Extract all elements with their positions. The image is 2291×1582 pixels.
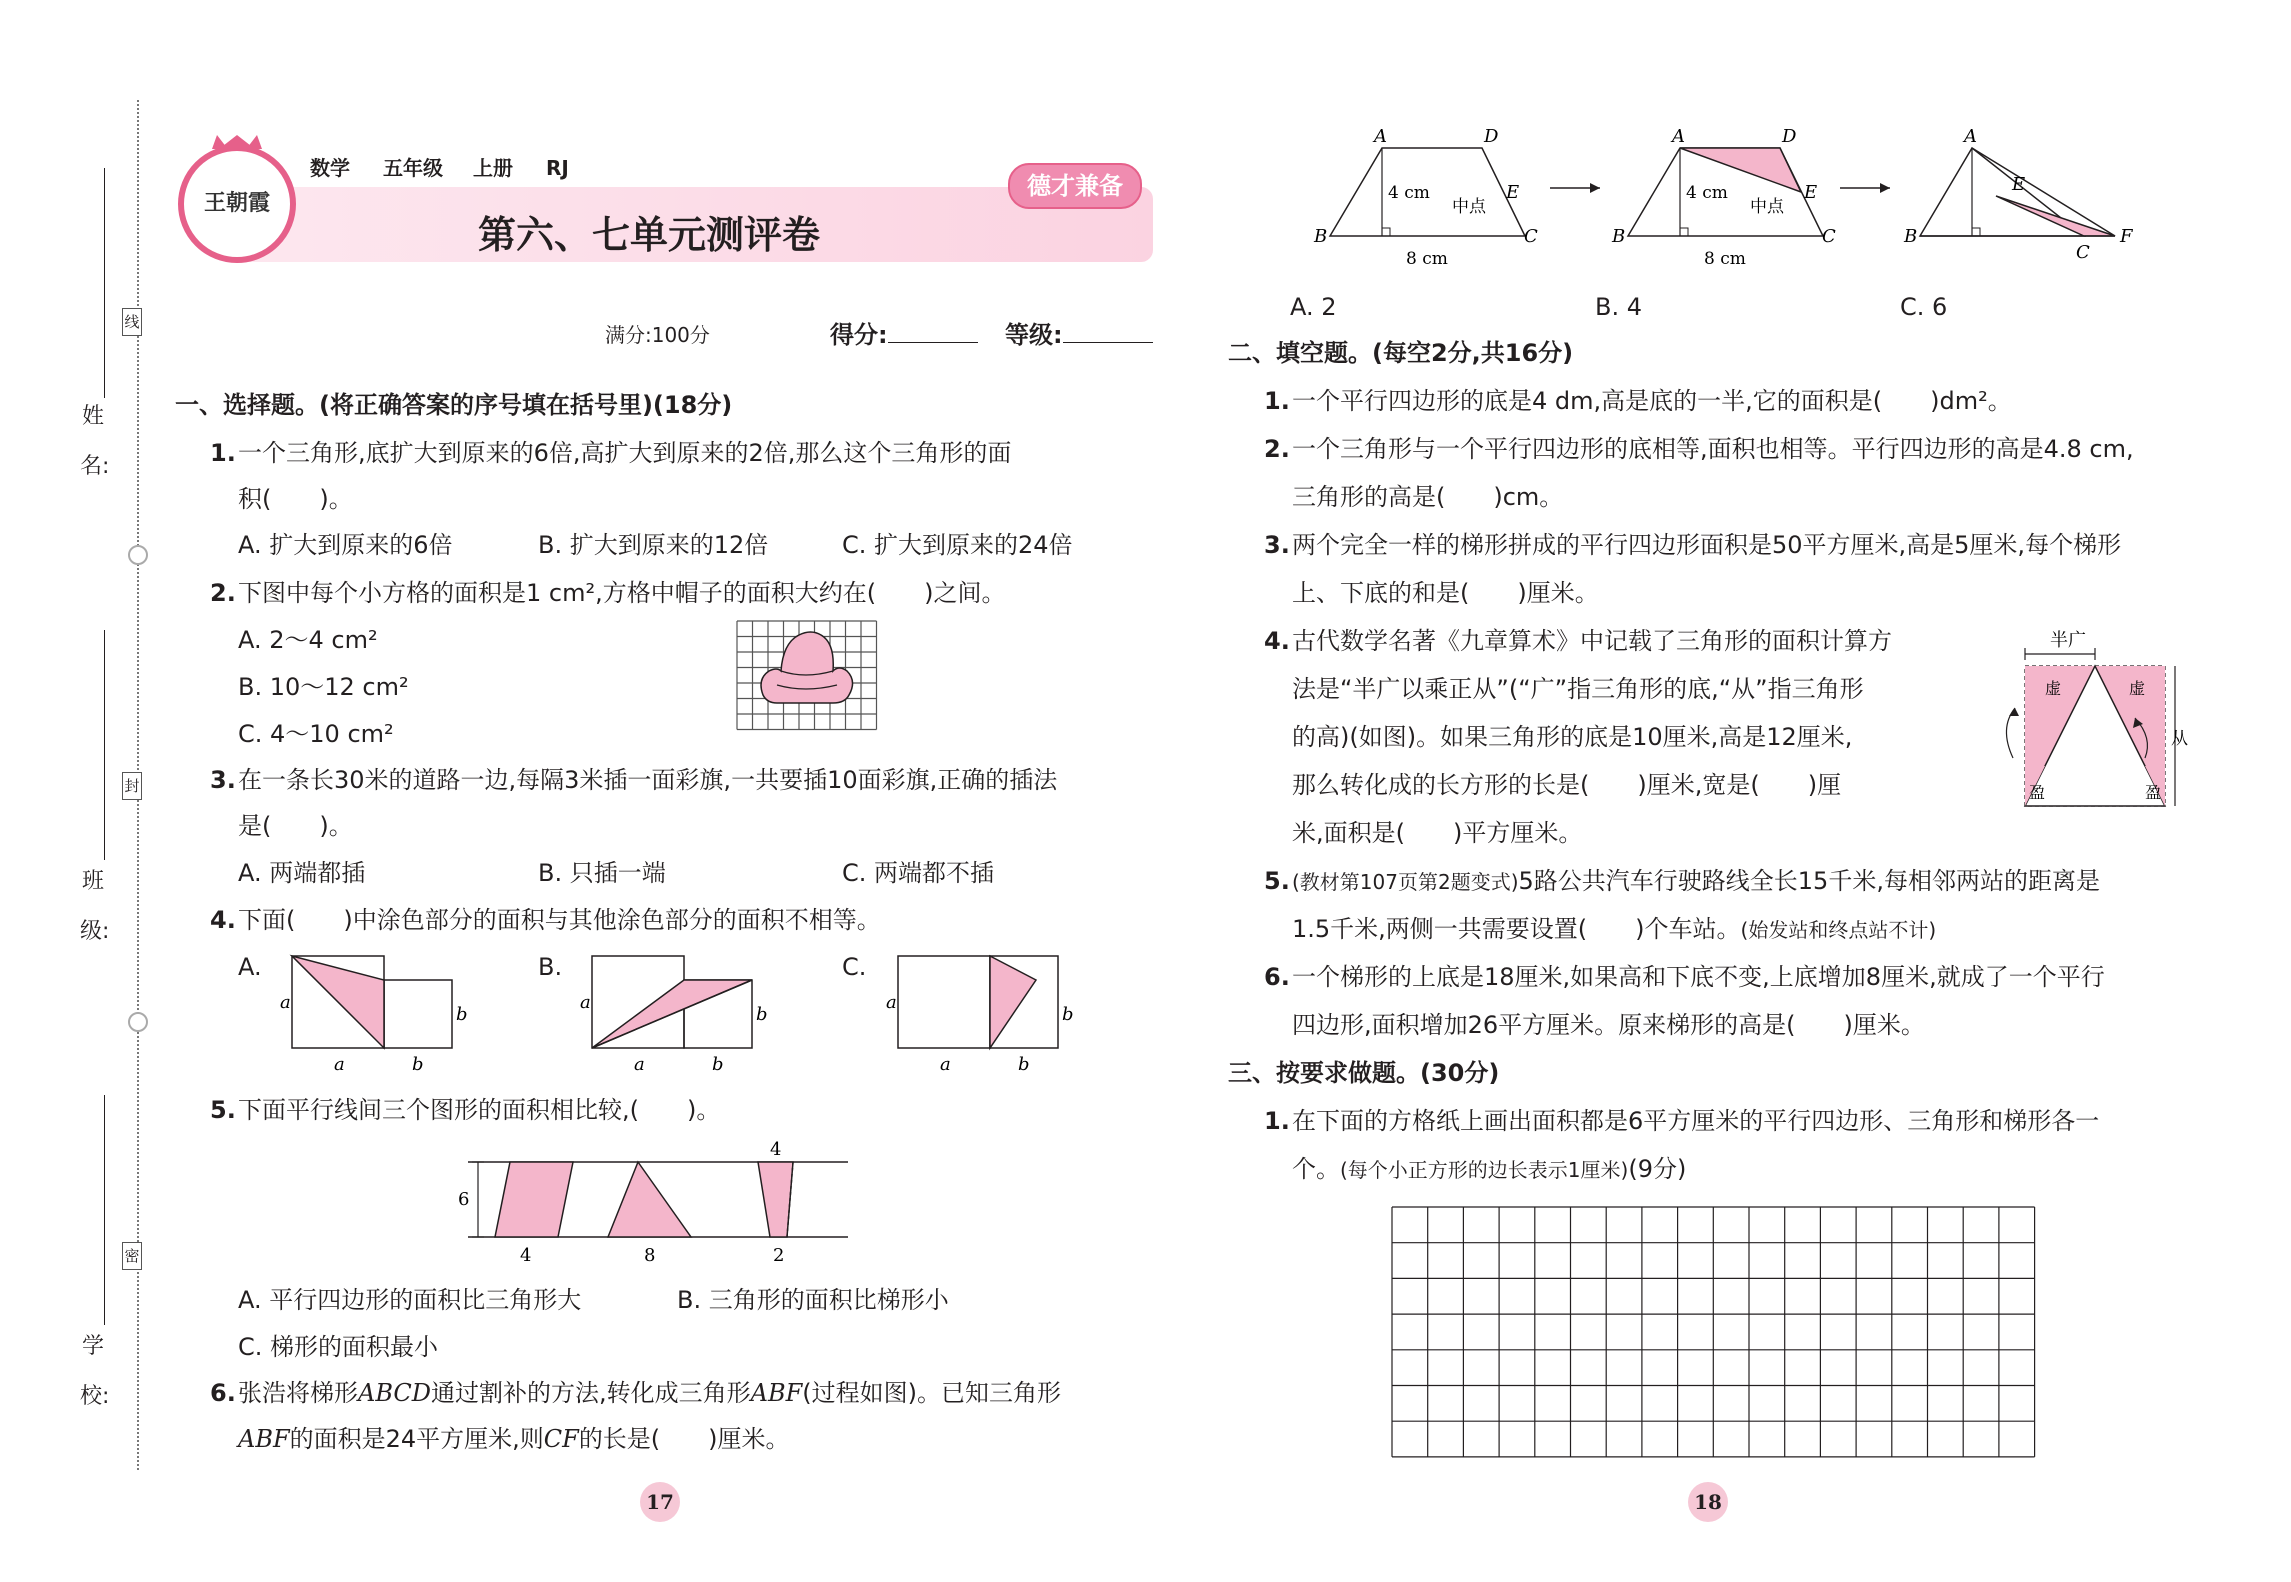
svg-text:半广: 半广 [2050, 630, 2086, 651]
q4-text: 下面( )中涂色部分的面积与其他涂色部分的面积不相等。 [238, 906, 881, 934]
page-number-right: 18 [1688, 1482, 1728, 1522]
shaded-triangle-c [990, 956, 1036, 1048]
binding-strip [60, 100, 150, 1470]
base-label-2: 8 [644, 1245, 656, 1266]
q6-option-b[interactable]: B. 4 [1595, 293, 1642, 321]
section1-title: 一、选择题。(将正确答案的序号填在括号里)(18分) [175, 391, 733, 419]
svg-text:D: D [1484, 126, 1499, 147]
svg-text:A: A [1672, 126, 1685, 147]
s2-q5-num: 5. [1264, 867, 1290, 895]
q4-option-b[interactable]: B. [538, 953, 563, 981]
q6-option-c[interactable]: C. 6 [1900, 293, 1948, 321]
class-underline [104, 630, 105, 860]
label-a-bottom: a [634, 1054, 645, 1075]
svg-text:F: F [2120, 226, 2133, 247]
q3-num: 3. [210, 766, 236, 794]
svg-text:盈: 盈 [2145, 783, 2162, 802]
name-char-1: 姓 [81, 404, 104, 429]
q1-num: 1. [210, 439, 236, 467]
svg-text:中点: 中点 [1750, 197, 1784, 217]
q6-num: 6. [210, 1379, 236, 1407]
svg-text:B: B [1314, 226, 1328, 247]
s2-q1-num: 1. [1264, 387, 1290, 415]
s2-q4-text3: 的高)(如图)。如果三角形的底是10厘米,高是12厘米, [1292, 723, 1853, 751]
q4-figure-a [270, 948, 470, 1078]
s2-q6-num: 6. [1264, 963, 1290, 991]
q6-text1: 张浩将梯形ABCD通过割补的方法,转化成三角形ABF(过程如图)。已知三角形 [238, 1379, 1062, 1407]
hat-grid-figure [733, 617, 878, 737]
drawing-grid[interactable] [1390, 1205, 2040, 1465]
q5-text: 下面平行线间三个图形的面积相比较,( )。 [238, 1096, 721, 1124]
svg-text:E: E [1506, 182, 1520, 203]
school-underline [104, 1095, 105, 1325]
level-field[interactable] [1063, 318, 1153, 343]
q3-text1: 在一条长30米的道路一边,每隔3米插一面彩旗,一共要插10面彩旗,正确的插法 [238, 766, 1058, 794]
s2-q6-text1: 一个梯形的上底是18厘米,如果高和下底不变,上底增加8厘米,就成了一个平行 [1292, 963, 2105, 991]
label-a-left: a [580, 992, 591, 1013]
label-b-right: b [756, 1004, 768, 1025]
label-b-bottom: b [412, 1054, 424, 1075]
svg-text:盈: 盈 [2029, 783, 2046, 802]
parallelogram [495, 1162, 573, 1237]
s2-q5-text1: (教材第107页第2题变式)5路公共汽车行驶路线全长15千米,每相邻两站的距离是 [1292, 867, 2100, 895]
badge [1008, 163, 1142, 209]
q1-option-c[interactable]: C. 扩大到原来的24倍 [842, 531, 1073, 559]
logo [178, 145, 296, 263]
label-a-left: a [280, 992, 291, 1013]
s2-q4-num: 4. [1264, 627, 1290, 655]
q2-num: 2. [210, 579, 236, 607]
s2-q2-text1: 一个三角形与一个平行四边形的底相等,面积也相等。平行四边形的高是4.8 cm, [1292, 435, 2134, 463]
s2-q2-text2: 三角形的高是( )cm。 [1292, 483, 1564, 511]
s2-q3-text2: 上、下底的和是( )厘米。 [1292, 579, 1599, 607]
base-label-1: 4 [520, 1245, 532, 1266]
score-label: 得分: [830, 318, 978, 350]
q5-option-b[interactable]: B. 三角形的面积比梯形小 [677, 1286, 949, 1314]
q1-text1: 一个三角形,底扩大到原来的6倍,高扩大到原来的2倍,那么这个三角形的面 [238, 439, 1012, 467]
level-label: 等级: [1005, 318, 1153, 350]
svg-text:E: E [2012, 174, 2026, 195]
svg-text:B: B [1612, 226, 1626, 247]
logo-text: 王朝霞 [203, 190, 270, 216]
section2-title: 二、填空题。(每空2分,共16分) [1228, 339, 1574, 367]
s2-q6-text2: 四边形,面积增加26平方厘米。原来梯形的高是( )厘米。 [1292, 1011, 1925, 1039]
line-mark: 线 [122, 308, 142, 336]
height-label: 6 [458, 1189, 470, 1210]
q5-option-c[interactable]: C. 梯形的面积最小 [238, 1333, 439, 1361]
label-b-right: b [456, 1004, 468, 1025]
triangle [608, 1162, 691, 1237]
q2-option-a[interactable]: A. 2～4 cm² [238, 626, 378, 654]
score-field[interactable] [888, 318, 978, 343]
q4-figure-c [876, 948, 1076, 1078]
page-title: 第六、七单元测评卷 [478, 213, 821, 257]
q2-option-b[interactable]: B. 10～12 cm² [238, 673, 409, 701]
s2-q4-text1: 古代数学名著《九章算术》中记载了三角形的面积计算方 [1292, 627, 1892, 655]
s2-q3-num: 3. [1264, 531, 1290, 559]
q5-option-a[interactable]: A. 平行四边形的面积比三角形大 [238, 1286, 582, 1314]
q6-text2: ABF的面积是24平方厘米,则CF的长是( )厘米。 [238, 1425, 790, 1453]
class-char-2: 级: [80, 919, 110, 944]
moved-triangle [1996, 196, 2115, 236]
ring-icon-1 [128, 545, 148, 565]
q1-option-b[interactable]: B. 扩大到原来的12倍 [538, 531, 769, 559]
full-score: 满分:100分 [605, 323, 710, 347]
svg-text:从: 从 [2171, 729, 2188, 749]
label-b-bottom: b [1018, 1054, 1030, 1075]
q2-text: 下图中每个小方格的面积是1 cm²,方格中帽子的面积大约在( )之间。 [238, 579, 1006, 607]
s2-q1-text: 一个平行四边形的底是4 dm,高是底的一半,它的面积是( )dm²。 [1292, 387, 2012, 415]
svg-text:D: D [1782, 126, 1797, 147]
label-a-bottom: a [334, 1054, 345, 1075]
svg-text:A: A [1374, 126, 1387, 147]
svg-text:C: C [1822, 226, 1836, 247]
svg-text:A: A [1964, 126, 1977, 147]
top-label: 4 [770, 1139, 782, 1160]
secret-mark: 密 [122, 1242, 142, 1270]
ring-icon-2 [128, 1012, 148, 1032]
q4-figure-b [570, 948, 770, 1078]
base-label-3: 2 [773, 1245, 785, 1266]
q4-option-a[interactable]: A. [238, 953, 262, 981]
q5-num: 5. [210, 1096, 236, 1124]
s3-q1-text2: 个。(每个小正方形的边长表示1厘米)(9分) [1292, 1155, 1687, 1183]
q6-option-a[interactable]: A. 2 [1290, 293, 1337, 321]
q1-text2: 积( )。 [238, 485, 353, 513]
svg-text:中点: 中点 [1452, 197, 1486, 217]
label-b-bottom: b [712, 1054, 724, 1075]
q2-option-c[interactable]: C. 4～10 cm² [238, 720, 394, 748]
section3-title: 三、按要求做题。(30分) [1228, 1059, 1500, 1087]
svg-text:C: C [1524, 226, 1538, 247]
class-char-1: 班 [81, 869, 104, 894]
header-banner [178, 145, 1153, 265]
s2-q4-text4: 那么转化成的长方形的长是( )厘米,宽是( )厘 [1292, 771, 1842, 799]
s3-q1-num: 1. [1264, 1107, 1290, 1135]
svg-text:虚: 虚 [2129, 679, 2146, 698]
svg-text:B: B [1904, 226, 1918, 247]
page-number-left: 17 [640, 1482, 680, 1522]
q3-option-b[interactable]: B. 只插一端 [538, 859, 666, 887]
label-a-left: a [886, 992, 897, 1013]
s2-q2-num: 2. [1264, 435, 1290, 463]
crown-icon [212, 135, 262, 149]
label-b-right: b [1062, 1004, 1074, 1025]
edition-label: RJ [546, 156, 569, 180]
svg-text:C: C [2076, 242, 2090, 263]
svg-text:E: E [1804, 182, 1818, 203]
seal-mark: 封 [122, 772, 142, 800]
school-char-1: 学 [81, 1334, 104, 1359]
svg-text:8 cm: 8 cm [1406, 249, 1448, 269]
s2-q4-text5: 米,面积是( )平方厘米。 [1292, 819, 1583, 847]
q3-text2: 是( )。 [238, 812, 353, 840]
name-char-2: 名: [80, 454, 110, 479]
svg-text:8 cm: 8 cm [1704, 249, 1746, 269]
svg-text:4 cm: 4 cm [1388, 183, 1430, 203]
svg-text:4 cm: 4 cm [1686, 183, 1728, 203]
label-a-bottom: a [940, 1054, 951, 1075]
q3-option-c[interactable]: C. 两端都不插 [842, 859, 995, 887]
shaded-triangle-a [292, 956, 384, 1048]
subject-label: 数学 [310, 156, 350, 180]
s3-q1-text1: 在下面的方格纸上画出面积都是6平方厘米的平行四边形、三角形和梯形各一 [1292, 1107, 2100, 1135]
grade-label: 五年级 [383, 156, 443, 180]
q4-num: 4. [210, 906, 236, 934]
s2-q4-figure [1985, 628, 2188, 810]
badge-text: 德才兼备 [1027, 172, 1123, 200]
s2-q4-text2: 法是“半广以乘正从”(“广”指三角形的底,“从”指三角形 [1292, 675, 1864, 703]
trapezoid [758, 1162, 793, 1237]
svg-text:虚: 虚 [2045, 679, 2062, 698]
q4-option-c[interactable]: C. [842, 953, 867, 981]
name-underline [104, 168, 105, 398]
term-label: 上册 [473, 156, 513, 180]
school-char-2: 校: [80, 1384, 110, 1409]
s2-q5-text2: 1.5千米,两侧一共需要设置( )个车站。(始发站和终点站不计) [1292, 915, 1937, 943]
q5-parallel-figure [458, 1135, 858, 1270]
q3-option-a[interactable]: A. 两端都插 [238, 859, 366, 887]
q1-option-a[interactable]: A. 扩大到原来的6倍 [238, 531, 453, 559]
q6-transform-figure [1310, 128, 2140, 268]
s2-q3-text1: 两个完全一样的梯形拼成的平行四边形面积是50平方厘米,高是5厘米,每个梯形 [1292, 531, 2122, 559]
